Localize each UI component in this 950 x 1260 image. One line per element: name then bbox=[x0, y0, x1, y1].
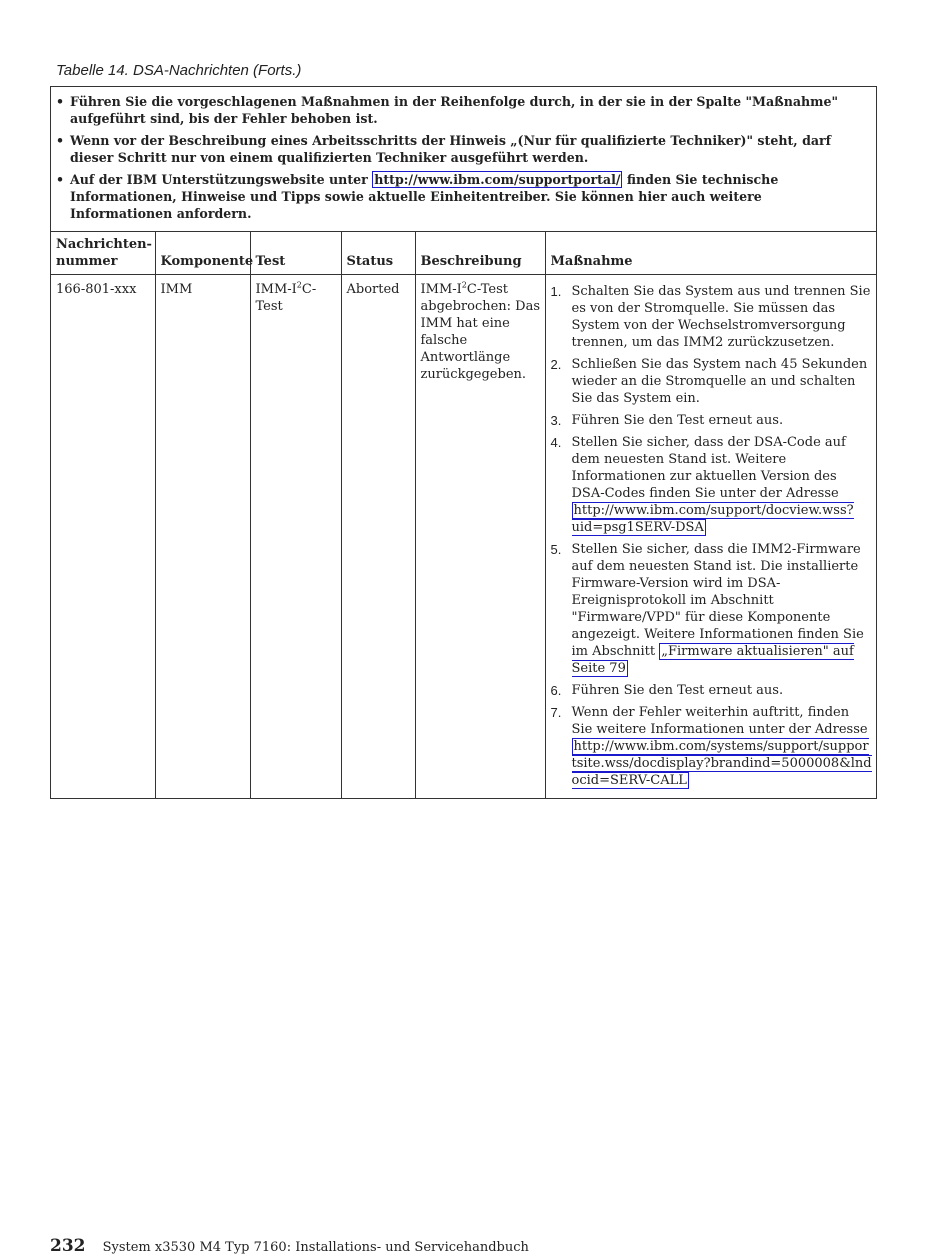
table-caption: Tabelle 14. DSA-Nachrichten (Forts.) bbox=[56, 62, 302, 79]
action-step bbox=[551, 412, 873, 429]
action-steps bbox=[551, 283, 873, 789]
step-text: Schalten Sie das System aus und trennen Sie es von der Stromquelle. Sie müssen das System von der Wechselstromversorgung trennen, um das IMM2 zurückzusetzen. bbox=[571, 284, 871, 350]
step-text: Schließen Sie das System nach 45 Sekunden wieder an die Stromquelle an und schalten Sie das System ein. bbox=[571, 357, 868, 406]
step-number: 5. bbox=[550, 542, 562, 557]
cell-komponente: IMM bbox=[155, 275, 250, 799]
header-status: Status bbox=[341, 232, 415, 275]
message-table bbox=[51, 232, 876, 799]
header-massnahme: Maßnahme bbox=[545, 232, 876, 275]
note-item bbox=[56, 171, 868, 222]
step-number: 4. bbox=[550, 435, 562, 450]
dsa-code-link[interactable]: http://www.ibm.com/support/docview.wss?uid=psg1SERV-DSA bbox=[571, 503, 854, 535]
step-number: 6. bbox=[550, 683, 562, 698]
note-item bbox=[56, 132, 868, 166]
dsa-message-table bbox=[50, 86, 877, 799]
step-text: Führen Sie den Test erneut aus. bbox=[571, 413, 784, 428]
cell-massnahme bbox=[545, 275, 876, 799]
page-number: 232 bbox=[50, 1236, 86, 1256]
test-text: IMM-I bbox=[255, 282, 297, 297]
serv-call-link[interactable]: http://www.ibm.com/systems/support/supportsite.wss/docdisplay?brandind=5000008&lndocid=SERV-CALL bbox=[571, 739, 872, 788]
footer-title: System x3530 M4 Typ 7160: Installations- und Servicehandbuch bbox=[102, 1240, 529, 1255]
step-text: Stellen Sie sicher, dass der DSA-Code auf dem neuesten Stand ist. Weitere Informationen zur aktuellen Version des DSA-Codes finden Sie unter der Adresse bbox=[571, 435, 846, 501]
table-row bbox=[51, 275, 876, 799]
cell-beschreibung bbox=[415, 275, 545, 799]
firmware-update-link[interactable]: „Firmware aktualisieren" auf Seite 79 bbox=[571, 644, 854, 676]
action-step bbox=[551, 682, 873, 699]
step-number: 1. bbox=[550, 284, 562, 299]
step-text: Führen Sie den Test erneut aus. bbox=[571, 683, 784, 698]
step-number: 7. bbox=[550, 705, 562, 720]
header-nummer: Nachrichten-nummer bbox=[51, 232, 155, 275]
note-text: Wenn vor der Beschreibung eines Arbeitsschritts der Hinweis „(Nur für qualifizierte Techniker)" steht, darf dieser Schritt nur von einem qualifizierten Techniker ausgeführt werden. bbox=[70, 133, 832, 165]
note-text: Führen Sie die vorgeschlagenen Maßnahmen in der Reihenfolge durch, in der sie in der Spalte "Maßnahme" aufgeführt sind, bis der Fehler behoben ist. bbox=[70, 94, 839, 126]
step-text: Wenn der Fehler weiterhin auftritt, finden Sie weitere Informationen unter der Adresse bbox=[571, 705, 868, 737]
description-text: C-Test abgebrochen: Das IMM hat eine falsche Antwortlänge zurückgegeben. bbox=[420, 282, 541, 382]
cell-test bbox=[250, 275, 341, 799]
page-footer bbox=[50, 1236, 529, 1256]
action-step bbox=[551, 704, 873, 789]
note-item bbox=[56, 93, 868, 127]
step-number: 3. bbox=[550, 413, 562, 428]
table-header-row bbox=[51, 232, 876, 275]
cell-nummer: 166-801-xxx bbox=[51, 275, 155, 799]
superscript: 2 bbox=[296, 280, 302, 290]
note-text: Auf der IBM Unterstützungswebsite unter bbox=[70, 172, 373, 187]
header-test: Test bbox=[250, 232, 341, 275]
support-portal-link[interactable]: http://www.ibm.com/supportportal/ bbox=[374, 172, 621, 187]
action-step bbox=[551, 541, 873, 677]
action-step bbox=[551, 356, 873, 407]
step-text: Stellen Sie sicher, dass die IMM2-Firmware auf dem neuesten Stand ist. Die installierte Firmware-Version wird im DSA-Ereignisprotokoll im Abschnitt "Firmware/VPD" für diese Komponente angezeigt. Weitere Informationen finden Sie im Abschnitt bbox=[571, 542, 864, 659]
table-notes bbox=[51, 87, 876, 232]
action-step bbox=[551, 434, 873, 536]
test-text: C-Test bbox=[255, 282, 317, 314]
superscript: 2 bbox=[461, 280, 467, 290]
header-komponente: Komponente bbox=[155, 232, 250, 275]
cell-status: Aborted bbox=[341, 275, 415, 799]
action-step bbox=[551, 283, 873, 351]
note-text: finden Sie technische Informationen, Hinweise und Tipps sowie aktuelle Einheitentreiber. Sie können hier auch weitere Informationen anfordern. bbox=[70, 172, 779, 221]
step-number: 2. bbox=[550, 357, 562, 372]
description-text: IMM-I bbox=[420, 282, 462, 297]
header-beschreibung: Beschreibung bbox=[415, 232, 545, 275]
